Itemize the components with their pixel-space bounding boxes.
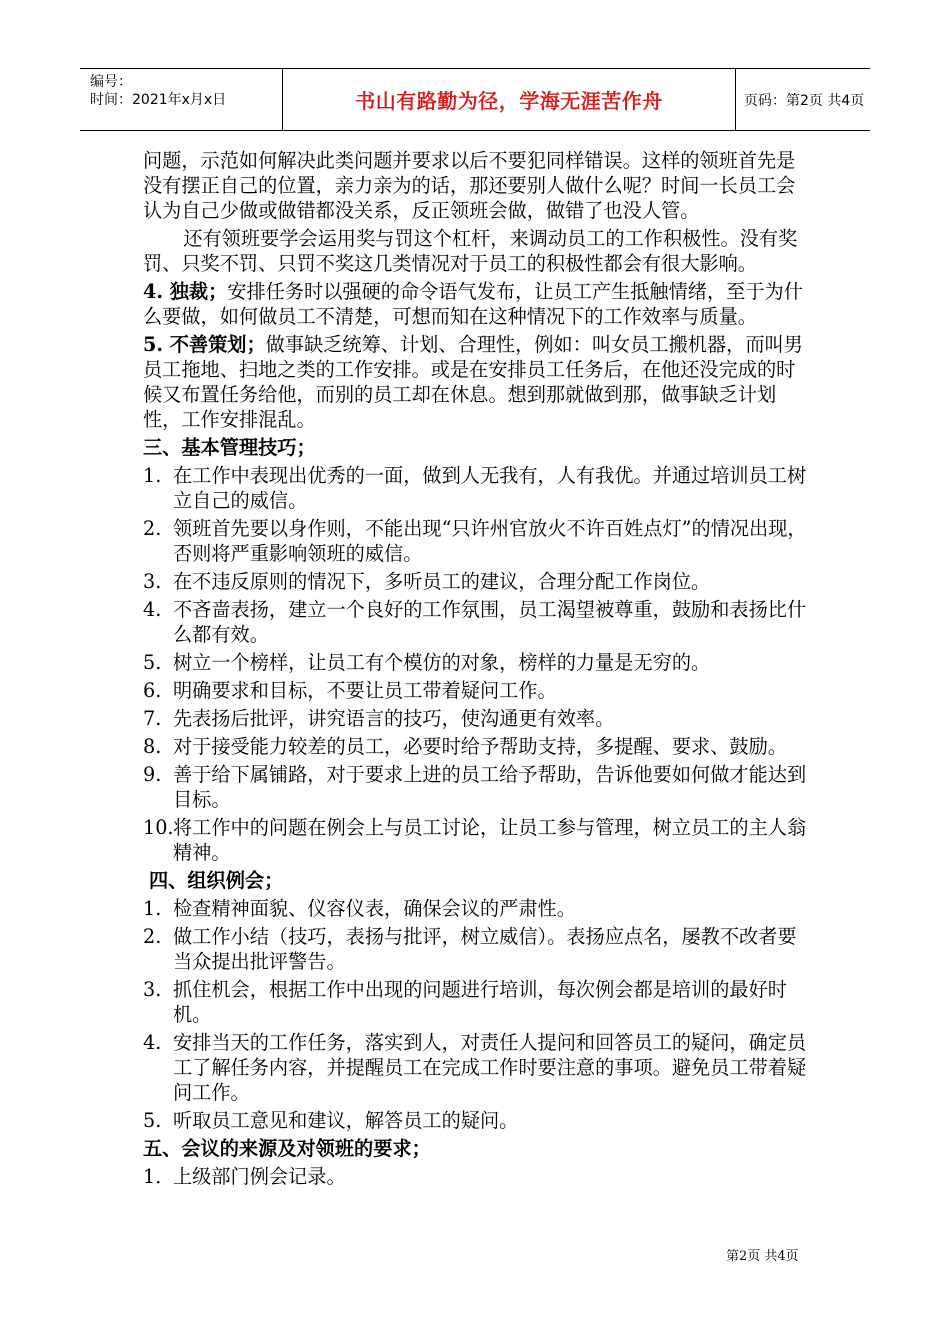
list-item-number: 6. [143, 679, 162, 702]
header-page-info: 页码：第2页 共4页 [744, 92, 865, 109]
document-body [143, 148, 813, 1192]
paragraph-continued: 问题，示范如何解决此类问题并要求以后不要犯同样错误。这样的领班首先是没有摆正自己的位置，亲力亲为的话，那还要别人做什么呢？时间一长员工会认为自己少做或做错都没关系，反正领班会做，做错了也没人管。 [143, 149, 796, 222]
section-heading-meeting-sources: 五、会议的来源及对领班的要求； [143, 1137, 431, 1160]
list-item [143, 762, 813, 812]
list-item-text: 明确要求和目标，不要让员工带着疑问工作。 [173, 679, 557, 702]
list-item-number: 3. [143, 978, 162, 1001]
list-item-number: 1． [143, 1165, 175, 1188]
list-item [143, 924, 813, 974]
list-item-number: 10. [143, 816, 174, 839]
poor-planning-text: 做事缺乏统筹、计划、合理性，例如：叫女员工搬机器，而叫男员工拖地、扫地之类的工作安排。或是在安排员工任务后，在他还没完成的时候又布置任务给他，而别的员工却在休息。想到那就做到那，做事缺乏计划性，工作安排混乱。 [143, 333, 803, 431]
list-item [143, 706, 813, 731]
paragraph-reward-punishment: 还有领班要学会运用奖与罚这个杠杆，来调动员工的工作积极性。没有奖罚、只奖不罚、只罚不奖这几类情况对于员工的积极性都会有很大影响。 [143, 227, 798, 275]
list-item-number: 2. [143, 925, 162, 948]
list-item [143, 1030, 813, 1105]
list-item [143, 1108, 813, 1133]
list-item-text: 检查精神面貌、仪容仪表，确保会议的严肃性。 [173, 897, 576, 920]
list-item-number: 5. [143, 1109, 162, 1132]
management-skills-list [143, 463, 813, 865]
paragraph-dictatorship [143, 279, 813, 329]
meeting-sources-list [143, 1164, 813, 1189]
header-motto-cell [282, 69, 736, 130]
list-item-text: 安排当天的工作任务，落实到人，对责任人提问和回答员工的疑问，确定员工了解任务内容，并提醒员工在完成工作时要注意的事项。避免员工带着疑问工作。 [173, 1031, 807, 1104]
list-item [143, 977, 813, 1027]
list-item [143, 1164, 813, 1189]
document-number-label: 编号： [90, 74, 132, 90]
list-item-number: 3. [143, 570, 162, 593]
list-item [143, 650, 813, 675]
list-item [143, 597, 813, 647]
list-item-text: 树立一个榜样，让员工有个模仿的对象，榜样的力量是无穷的。 [173, 651, 711, 674]
list-item-number: 4. [143, 598, 162, 621]
list-item-number: 8. [143, 735, 162, 758]
list-item-text: 不吝啬表扬，建立一个良好的工作氛围，员工渴望被尊重，鼓励和表扬比什么都有效。 [173, 598, 807, 646]
list-item-number: 1. [143, 897, 162, 920]
list-item-text: 领班首先要以身作则，不能出现“只许州官放火不许百姓点灯”的情况出现，否则将严重影响领班的威信。 [173, 517, 807, 565]
list-item-number: 1. [143, 464, 162, 487]
list-item-number: 9. [143, 763, 162, 786]
list-item-text: 在不违反原则的情况下，多听员工的建议，合理分配工作岗位。 [173, 570, 711, 593]
page-header [80, 68, 870, 131]
document-date-label: 时间：2021年x月x日 [90, 92, 227, 108]
section-heading-management-skills: 三、基本管理技巧； [143, 436, 316, 459]
header-motto: 书山有路勤为径，学海无涯苦作舟 [355, 89, 663, 113]
list-item-text: 在工作中表现出优秀的一面，做到人无我有，人有我优。并通过培训员工树立自己的威信。 [173, 464, 807, 512]
list-item-text: 先表扬后批评，讲究语言的技巧，使沟通更有效率。 [173, 707, 615, 730]
list-item [143, 569, 813, 594]
list-item-number: 2. [143, 517, 162, 540]
list-item-text: 听取员工意见和建议，解答员工的疑问。 [173, 1109, 519, 1132]
list-item-number: 7. [143, 707, 162, 730]
list-item-number: 5. [143, 651, 162, 674]
page-footer [726, 1245, 799, 1264]
poor-planning-label: 5. 不善策划； [143, 333, 266, 356]
list-item [143, 516, 813, 566]
list-item [143, 734, 813, 759]
list-item-text: 抓住机会，根据工作中出现的问题进行培训，每次例会都是培训的最好时机。 [173, 978, 787, 1026]
header-left-cell [80, 69, 282, 130]
list-item [143, 815, 813, 865]
list-item-text: 对于接受能力较差的员工，必要时给予帮助支持，多提醒、要求、鼓励。 [173, 735, 787, 758]
dictatorship-text: 安排任务时以强硬的命令语气发布，让员工产生抵触情绪，至于为什么要做，如何做员工不清楚，可想而知在这种情况下的工作效率与质量。 [143, 280, 803, 328]
paragraph-poor-planning [143, 332, 813, 432]
section-heading-organize-meetings: 四、组织例会； [149, 869, 284, 892]
list-item [143, 678, 813, 703]
list-item-text: 上级部门例会记录。 [173, 1165, 346, 1188]
list-item-text: 善于给下属铺路，对于要求上进的员工给予帮助，告诉他要如何做才能达到目标。 [173, 763, 807, 811]
organize-meetings-list [143, 896, 813, 1133]
list-item-number: 4. [143, 1031, 162, 1054]
list-item-text: 做工作小结（技巧，表扬与批评，树立威信）。表扬应点名，屡教不改者要当众提出批评警告。 [173, 925, 797, 973]
dictatorship-label: 4. 独裁； [143, 280, 228, 303]
footer-page-number: 第2页 共4页 [726, 1249, 799, 1264]
list-item [143, 463, 813, 513]
list-item-text: 将工作中的问题在例会上与员工讨论，让员工参与管理，树立员工的主人翁精神。 [173, 816, 807, 864]
header-page-cell [734, 69, 880, 130]
list-item [143, 896, 813, 921]
